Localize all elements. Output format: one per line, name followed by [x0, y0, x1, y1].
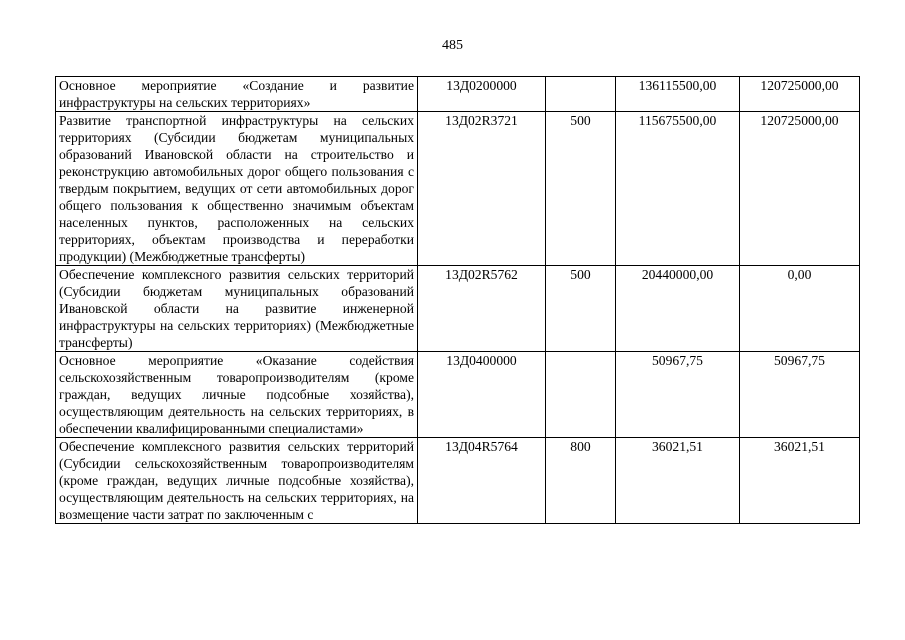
row-code-cell: 13Д04R5764 — [418, 438, 546, 524]
table-row — [56, 438, 860, 524]
row-type-cell — [546, 352, 616, 438]
row-name-cell: Обеспечение комплексного развития сельских территорий (Субсидии сельскохозяйственным товаропроизводителям (кроме граждан, ведущих личные подсобные хозяйства), осуществляющим деятельность на сельских территориях, на возмещение части затрат по заключенным с — [56, 438, 418, 524]
row-type-cell: 500 — [546, 112, 616, 266]
row-sum2-cell: 50967,75 — [740, 352, 860, 438]
row-code-cell: 13Д0400000 — [418, 352, 546, 438]
row-name-cell: Развитие транспортной инфраструктуры на сельских территориях (Субсидии бюджетам муниципальных образований Ивановской области на строительство и реконструкцию автомобильных дорог общего пользования с твердым покрытием, ведущих от сети автомобильных дорог общего пользования к общественно значимым объектам населенных пунктов, расположенных на сельских территориях, объектам производства и переработки продукции) (Межбюджетные трансферты) — [56, 112, 418, 266]
row-sum2-cell: 120725000,00 — [740, 77, 860, 112]
row-code-cell: 13Д02R5762 — [418, 266, 546, 352]
page-number: 485 — [442, 38, 463, 53]
row-sum2-cell: 0,00 — [740, 266, 860, 352]
budget-table — [55, 76, 860, 524]
table-row — [56, 266, 860, 352]
row-code-cell: 13Д0200000 — [418, 77, 546, 112]
row-code-cell: 13Д02R3721 — [418, 112, 546, 266]
row-name-cell: Обеспечение комплексного развития сельских территорий (Субсидии бюджетам муниципальных образований Ивановской области на развитие инженерной инфраструктуры на сельских территориях) (Межбюджетные трансферты) — [56, 266, 418, 352]
row-type-cell: 800 — [546, 438, 616, 524]
row-name-cell: Основное мероприятие «Создание и развитие инфраструктуры на сельских территориях» — [56, 77, 418, 112]
row-sum2-cell: 36021,51 — [740, 438, 860, 524]
table-row — [56, 112, 860, 266]
row-sum1-cell: 50967,75 — [616, 352, 740, 438]
row-name-cell: Основное мероприятие «Оказание содействия сельскохозяйственным товаропроизводителям (кроме граждан, ведущих личные подсобные хозяйства), осуществляющим деятельность на сельских территориях, в обеспечении квалифицированными специалистами» — [56, 352, 418, 438]
row-sum1-cell: 20440000,00 — [616, 266, 740, 352]
table-row — [56, 77, 860, 112]
row-sum1-cell: 136115500,00 — [616, 77, 740, 112]
row-type-cell — [546, 77, 616, 112]
table-row — [56, 352, 860, 438]
row-sum1-cell: 36021,51 — [616, 438, 740, 524]
row-sum1-cell: 115675500,00 — [616, 112, 740, 266]
row-type-cell: 500 — [546, 266, 616, 352]
row-sum2-cell: 120725000,00 — [740, 112, 860, 266]
